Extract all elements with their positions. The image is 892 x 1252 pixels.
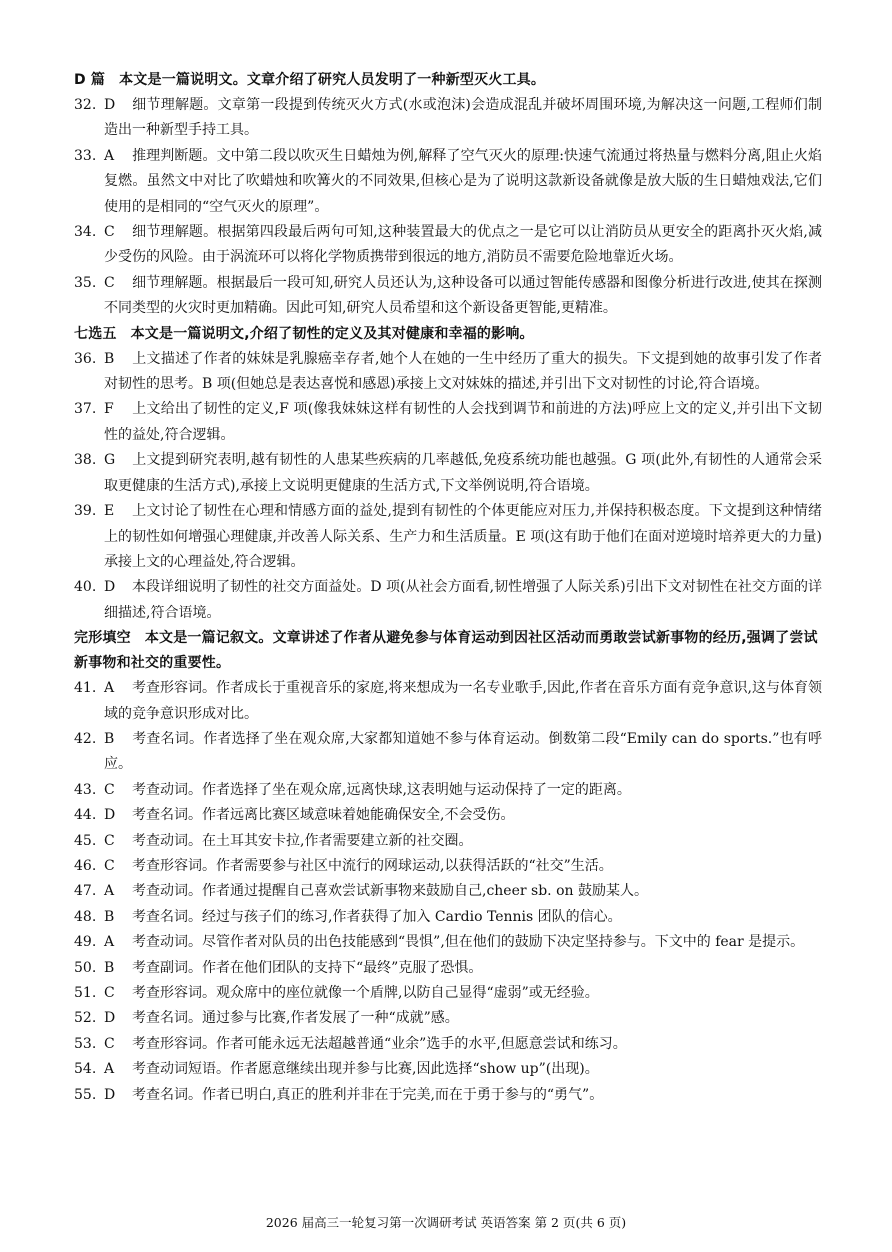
explanation-text: 细节理解题。根据最后一段可知,研究人员还认为,这种设备可以通过智能传感器和图像分析进行改进,使其在探测不同类型的火灾时更加精确。因此可知,研究人员希望和这个新设备更智能,更精准。 [104,274,822,317]
explanation-text: 本段详细说明了韧性的社交方面益处。D 项(从社会方面看,韧性增强了人际关系)引出下文对韧性在社交方面的详细描述,符合语境。 [104,579,822,621]
explanation-text: 考查形容词。作者成长于重视音乐的家庭,将来想成为一名专业歌手,因此,作者在音乐方面有竞争意识,这与体育领域的竞争意识形成对比。 [104,680,822,722]
question-number: 34. [74,224,97,241]
question-number: 49. [74,934,97,951]
explanation-text: 考查形容词。作者需要参与社区中流行的网球运动,以获得活跃的“社交”生活。 [132,857,613,874]
explanation-text: 推理判断题。文中第二段以吹灭生日蜡烛为例,解释了空气灭火的原理:快速气流通过将热量与燃料分离,阻止火焰复燃。虽然文中对比了吹蜡烛和吹篝火的不同效果,但核心是为了说明这款新设备就像是放大版的生日蜡烛戏法,它们使用的是相同的“空气灭火的原理”。 [104,147,822,215]
answer-item [74,905,822,930]
answer-letter: C [104,832,115,849]
answer-item [74,854,822,879]
answer-letter: C [104,274,115,291]
question-number: 43. [74,781,97,798]
answer-letter: E [104,503,115,520]
answer-page [74,68,822,1108]
explanation-text: 考查名词。通过参与比赛,作者发展了一种“成就”感。 [132,1010,459,1027]
answer-item [74,1057,822,1082]
question-number: 44. [74,807,97,824]
page-footer: 2026 届高三一轮复习第一次调研考试 英语答案 第 2 页(共 6 页) [265,1215,627,1230]
question-number: 38. [74,452,97,469]
question-number: 42. [74,730,97,747]
explanation-text: 考查动词。在土耳其安卡拉,作者需要建立新的社交圈。 [132,832,473,849]
explanation-text: 考查名词。作者已明白,真正的胜利并非在于完美,而在于勇于参与的“勇气”。 [132,1086,604,1103]
answer-letter: B [104,730,115,747]
explanation-text: 细节理解题。根据第四段最后两句可知,这种装置最大的优点之一是它可以让消防员从更安全的距离扑灭火焰,减少受伤的风险。由于涡流环可以将化学物质携带到很远的地方,消防员不需要危险地靠近火场。 [104,224,822,266]
answer-item [74,93,822,144]
answer-item [74,397,822,448]
answer-item [74,271,822,322]
question-number: 39. [74,503,97,520]
answer-item [74,448,822,499]
explanation-text: 考查形容词。作者可能永远无法超越普通“业余”选手的水平,但愿意尝试和练习。 [132,1035,627,1052]
answer-item [74,575,822,626]
section-label: D 篇 [74,72,106,88]
answer-letter: D [104,579,116,596]
answer-item [74,829,822,854]
answer-item [74,499,822,575]
answer-letter: D [104,807,116,824]
question-number: 45. [74,832,97,849]
explanation-text: 细节理解题。文章第一段提到传统灭火方式(水或泡沫)会造成混乱并破坏周围环境,为解决这一问题,工程师们制造出一种新型手持工具。 [104,97,822,139]
question-number: 37. [74,401,97,418]
answer-letter: C [104,985,115,1001]
explanation-text: 上文给出了韧性的定义,F 项(像我妹妹这样有韧性的人会找到调节和前进的方法)呼应上文的定义,并引出下文韧性的益处,符合逻辑。 [104,401,822,443]
question-number: 55. [74,1086,97,1103]
answer-letter: C [104,224,115,241]
answer-letter: C [104,1035,115,1052]
answer-letter: C [104,781,115,798]
question-number: 40. [74,579,97,596]
answer-item [74,1032,822,1057]
question-number: 51. [74,985,97,1001]
answer-letter: A [104,934,115,951]
explanation-text: 上文描述了作者的妹妹是乳腺癌幸存者,她个人在她的一生中经历了重大的损失。下文提到她的故事引发了作者对韧性的思考。B 项(但她总是表达喜悦和感恩)承接上文对妹妹的描述,并引出下文对韧性的讨论,符合语境。 [104,350,822,393]
explanation-text: 考查副词。作者在他们团队的支持下“最终”克服了恐惧。 [132,959,483,976]
explanation-text: 考查形容词。观众席中的座位就像一个盾牌,以防自己显得“虚弱”或无经验。 [132,985,599,1001]
answer-item [74,930,822,955]
explanation-text: 考查动词短语。作者愿意继续出现并参与比赛,因此选择“show up”(出现)。 [132,1061,599,1078]
answer-item [74,778,822,803]
answer-letter: D [104,1010,116,1027]
answer-letter: C [104,857,115,874]
question-number: 52. [74,1010,97,1027]
answer-item [74,956,822,981]
answer-letter: A [104,147,115,164]
question-number: 50. [74,959,97,976]
section-description: 本文是一篇记叙文。文章讲述了作者从避免参与体育运动到因社区活动而勇敢尝试新事物的经历,强调了尝试新事物和社交的重要性。 [74,630,818,672]
answer-item [74,727,822,778]
answer-letter: G [104,452,116,469]
answer-letter: A [104,1061,115,1078]
question-number: 33. [74,147,97,164]
answer-item [74,144,822,220]
explanation-text: 考查名词。经过与孩子们的练习,作者获得了加入 Cardio Tennis 团队的信心。 [132,908,622,925]
section-heading [74,322,822,347]
answer-item [74,879,822,904]
section-description: 本文是一篇说明文。文章介绍了研究人员发明了一种新型灭火工具。 [119,72,546,88]
answer-letter: B [104,959,115,976]
question-number: 48. [74,908,97,925]
answer-item [74,1006,822,1031]
explanation-text: 上文讨论了韧性在心理和情感方面的益处,提到有韧性的个体更能应对压力,并保持积极态度。下文提到这种情绪上的韧性如何增强心理健康,并改善人际关系、生产力和生活质量。E 项(这有助于他们在面对逆境时培养更大的力量)承接上文的心理益处,符合逻辑。 [104,503,822,570]
question-number: 35. [74,274,97,291]
answer-item [74,981,822,1006]
section-label: 完形填空 [74,630,131,647]
answer-item [74,347,822,398]
question-number: 46. [74,857,97,874]
explanation-text: 考查名词。作者远离比赛区域意味着她能确保安全,不会受伤。 [132,807,515,824]
answer-item [74,1083,822,1108]
question-number: 54. [74,1061,97,1078]
section-heading [74,626,822,676]
explanation-text: 考查动词。作者通过提醒自己喜欢尝试新事物来鼓励自己,cheer sb. on 鼓励某人。 [132,883,648,900]
answer-letter: D [104,1086,116,1103]
answer-letter: F [104,401,114,418]
question-number: 32. [74,97,97,113]
answer-item [74,676,822,727]
answer-letter: B [104,350,115,367]
section-heading [74,68,822,93]
question-number: 41. [74,680,97,697]
answer-letter: B [104,908,115,925]
answer-letter: A [104,883,115,900]
explanation-text: 考查名词。作者选择了坐在观众席,大家都知道她不参与体育运动。倒数第二段“Emily can do sports.”也有呼应。 [104,730,822,773]
explanation-text: 上文提到研究表明,越有韧性的人患某些疾病的几率越低,免疫系统功能也越强。G 项(此外,有韧性的人通常会采取更健康的生活方式),承接上文说明更健康的生活方式,下文举例说明,符合语境。 [104,452,822,494]
explanation-text: 考查动词。尽管作者对队员的出色技能感到“畏惧”,但在他们的鼓励下决定坚持参与。下文中的 fear 是提示。 [132,934,805,951]
section-description: 本文是一篇说明文,介绍了韧性的定义及其对健康和幸福的影响。 [130,325,534,342]
section-label: 七选五 [74,325,117,342]
answer-item [74,220,822,271]
question-number: 53. [74,1035,97,1052]
question-number: 36. [74,350,97,367]
answer-item [74,803,822,828]
question-number: 47. [74,883,97,900]
answer-letter: A [104,680,115,697]
answer-letter: D [104,97,116,113]
explanation-text: 考查动词。作者选择了坐在观众席,远离快球,这表明她与运动保持了一定的距离。 [132,781,631,798]
